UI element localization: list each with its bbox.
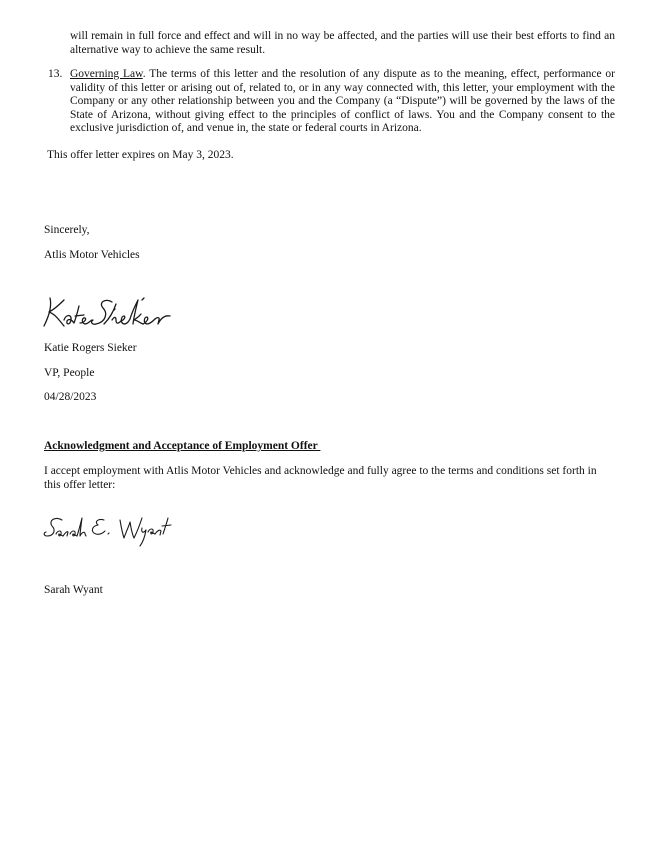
signer-title: VP, People <box>44 367 95 379</box>
clause-body: . The terms of this letter and the resolution of any dispute as to the meaning, effect, performance or validity of this letter or arising out of, related to, or in any way connected with, this letter, your employment with the Company or any other relationship between you and the Company (a “Dispute”) will be governed by the laws of the State of Arizona, without giving effect to the principles of conflict of laws. You and the Company consent to the exclusive jurisdiction of, and venue in, the state or federal courts in Arizona. <box>70 68 616 135</box>
signer-date: 04/28/2023 <box>44 391 97 403</box>
clause-number: 13. <box>48 68 63 80</box>
signer-name: Katie Rogers Sieker <box>44 342 137 354</box>
clause-heading: Governing Law <box>70 68 143 80</box>
company-name: Atlis Motor Vehicles <box>44 249 140 261</box>
clause-governing-law <box>48 68 616 136</box>
expiry-notice: This offer letter expires on May 3, 2023. <box>47 149 234 161</box>
closing-salutation: Sincerely, <box>44 224 90 236</box>
acknowledgment-heading: Acknowledgment and Acceptance of Employment Offer <box>44 440 321 452</box>
continuation-paragraph: will remain in full force and effect and will in no way be affected, and the parties will use their best efforts to find an alternative way to achieve the same result. <box>70 30 615 56</box>
kate-sieker-signature <box>40 290 180 332</box>
sarah-wyant-signature <box>42 512 177 548</box>
employee-name: Sarah Wyant <box>44 584 103 596</box>
acknowledgment-text: I accept employment with Atlis Motor Vehicles and acknowledge and fully agree to the terms and conditions set forth in this offer letter: <box>44 465 597 491</box>
